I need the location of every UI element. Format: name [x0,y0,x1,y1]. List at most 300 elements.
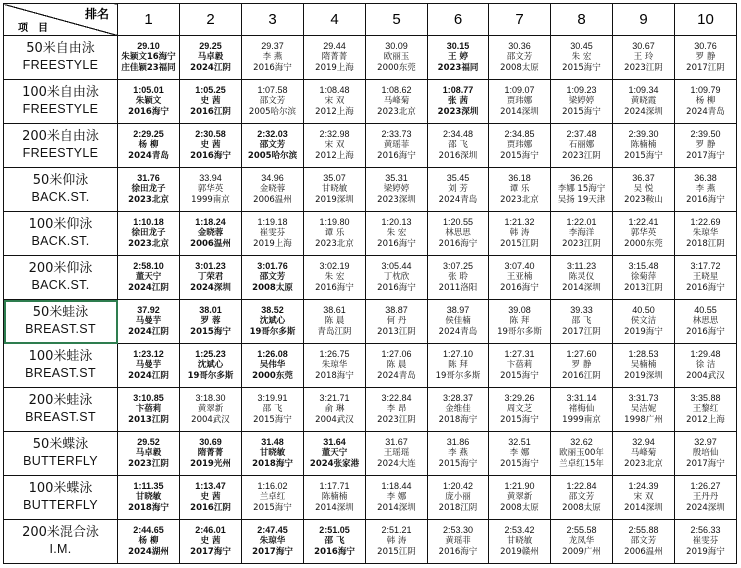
record-cell[interactable] [428,520,489,564]
record-year-venue: 2024江阴 [128,371,169,381]
record-cell[interactable] [489,520,551,564]
record-year-venue: 2017海宁 [686,459,725,469]
record-cell[interactable] [242,520,304,564]
record-year-venue: 2013江阴 [377,327,416,337]
record-cell[interactable] [366,212,428,256]
record-year-venue: 2017江阴 [562,327,601,337]
record-swimmer: 王亚楠 [506,272,533,282]
event-name-cell[interactable] [4,168,118,212]
record-cell[interactable] [675,476,737,520]
record-time: 2:53.30 [442,525,474,535]
record-time: 33.94 [199,173,222,183]
record-cell[interactable] [242,300,304,344]
record-cell[interactable] [118,388,180,432]
record-swimmer: 张 茜 [448,96,468,106]
event-name-zh: 200米混合泳 [22,525,99,540]
record-cell[interactable] [551,36,613,80]
record-swimmer: 陈 晨 [324,316,345,326]
record-swimmer: 李 娜 [386,492,407,502]
record-cell[interactable] [242,388,304,432]
record-year-venue: 2017海宁 [686,151,725,161]
record-swimmer: 陈楠楠 [321,492,348,502]
record-time: 2:51.21 [381,525,412,535]
record-time: 3:11.23 [566,261,597,271]
event-name-cell[interactable] [4,520,118,564]
record-cell[interactable] [366,476,428,520]
record-cell[interactable] [675,124,737,168]
record-year-venue: 2015海宁 [253,503,292,513]
record-time: 31.86 [446,437,470,447]
record-year-venue: 2023北京 [500,195,539,205]
record-cell[interactable] [242,344,304,388]
event-name-cell[interactable] [4,476,118,520]
record-time: 1:20.13 [381,217,412,227]
event-name-en: FREESTYLE [22,58,99,72]
record-time: 3:17.72 [690,261,721,271]
record-time: 2:39.30 [628,129,659,139]
record-cell[interactable] [242,476,304,520]
record-cell[interactable] [551,520,613,564]
record-swimmer: 沈斌心 [259,316,286,326]
record-year-venue: 2023江阴 [562,151,601,161]
record-cell[interactable] [613,476,675,520]
record-cell[interactable] [118,432,180,476]
record-cell[interactable] [304,124,366,168]
record-cell[interactable] [366,300,428,344]
record-year-venue: 2024深圳 [624,107,663,117]
record-cell[interactable] [366,124,428,168]
record-year-venue: 2014深圳 [500,107,539,117]
header-row [4,4,737,36]
record-cell[interactable] [551,476,613,520]
record-time: 1:22.41 [628,217,659,227]
record-year-venue: 2023福同 [437,63,479,73]
record-swimmer: 宋 双 [633,492,654,502]
record-swimmer: 董天宁 [135,272,162,282]
record-swimmer: 褚梅仙 [568,404,595,414]
record-cell[interactable] [180,432,242,476]
record-swimmer: 侯佳楠 [445,316,471,326]
record-year-venue: 2019光州 [190,459,231,469]
record-year-venue: 2023北京 [624,459,663,469]
record-time: 2:39.50 [690,129,721,139]
record-cell[interactable] [489,168,551,212]
record-cell[interactable] [304,212,366,256]
record-cell[interactable] [613,124,675,168]
record-cell[interactable] [675,388,737,432]
record-cell[interactable] [366,388,428,432]
record-time: 2:51.05 [319,525,350,535]
record-cell[interactable] [304,300,366,344]
record-time: 2:34.48 [442,129,474,139]
record-swimmer: 陈楠楠 [630,140,657,150]
record-swimmer: 陈 晨 [386,360,407,370]
record-cell[interactable] [180,476,242,520]
record-time: 1:05.01 [133,85,164,95]
record-cell[interactable] [489,124,551,168]
record-cell[interactable] [613,432,675,476]
record-cell[interactable] [613,212,675,256]
record-swimmer: 梁婷婷 [383,184,410,194]
record-cell[interactable] [304,520,366,564]
record-cell[interactable] [489,388,551,432]
record-swimmer: 郭华英 [197,184,224,194]
record-year-venue: 庄佳颖23福同 [121,63,176,73]
record-cell[interactable] [489,432,551,476]
record-swimmer: 邵 飞 [324,536,345,546]
record-year-venue: 2019上海 [253,239,292,249]
record-cell[interactable] [428,124,489,168]
record-cell[interactable] [180,388,242,432]
record-year-venue: 青岛江阴 [317,327,352,337]
record-cell[interactable] [675,256,737,300]
record-cell[interactable] [551,300,613,344]
record-year-venue: 1999南京 [191,195,230,205]
record-cell[interactable] [304,168,366,212]
record-cell[interactable] [118,520,180,564]
event-name-zh: 100米仰泳 [28,217,93,232]
record-year-venue: 2004武汉 [686,371,725,381]
record-swimmer: 罗 静 [571,360,592,370]
record-cell[interactable] [366,520,428,564]
record-cell[interactable] [489,476,551,520]
record-swimmer: 黄瑶菲 [383,140,410,150]
record-cell[interactable] [242,168,304,212]
record-swimmer: 邵文芳 [259,140,286,150]
record-time: 1:09.07 [504,85,535,95]
record-swimmer: 韩 涛 [509,228,530,238]
record-year-venue: 2024青岛 [686,107,725,117]
record-cell[interactable] [613,80,675,124]
record-cell[interactable] [118,124,180,168]
record-year-venue: 2015海宁 [562,63,601,73]
record-time: 1:18.44 [381,481,412,491]
record-cell[interactable] [428,212,489,256]
record-cell[interactable] [304,36,366,80]
record-cell[interactable] [613,300,675,344]
record-time: 39.33 [570,305,593,315]
record-year-venue: 2008太原 [500,63,539,73]
record-time: 3:02.19 [319,261,350,271]
record-swimmer: 罗 蓉 [200,316,221,326]
record-cell[interactable] [180,80,242,124]
record-time: 1:26.08 [257,349,288,359]
record-time: 3:01.23 [195,261,226,271]
record-cell[interactable] [180,256,242,300]
record-cell[interactable] [675,432,737,476]
record-year-venue: 2018海宁 [252,459,293,469]
record-year-venue: 2016海宁 [438,239,478,249]
record-year-venue: 19哥尔多斯 [187,371,234,381]
record-time: 30.09 [385,41,408,51]
record-cell[interactable] [675,36,737,80]
record-cell[interactable] [366,432,428,476]
record-cell[interactable] [118,344,180,388]
record-year-venue: 2009广州 [562,547,601,557]
record-swimmer: 甘晓敏 [135,492,162,502]
record-cell[interactable] [366,36,428,80]
record-cell[interactable] [675,300,737,344]
record-time: 3:18.30 [195,393,226,403]
record-cell[interactable] [551,256,613,300]
record-cell[interactable] [613,520,675,564]
record-swimmer: 欧丽玉 [383,52,410,62]
record-swimmer: 马卓毅 [197,52,224,62]
record-year-venue: 2019深圳 [315,195,354,205]
record-swimmer: 卞蓓莉 [506,360,533,370]
record-year-venue: 2018江阴 [686,239,725,249]
record-time: 3:31.73 [628,393,659,403]
record-year-venue: 2016海宁 [438,547,478,557]
record-cell[interactable] [613,36,675,80]
record-time: 1:09.34 [628,85,659,95]
event-name-cell[interactable] [4,432,118,476]
record-cell[interactable] [613,168,675,212]
rank-header-1: 1 [118,4,180,36]
record-year-venue: 2016海宁 [686,283,725,293]
event-name-cell[interactable] [4,124,118,168]
record-time: 38.01 [199,305,222,315]
record-cell[interactable] [242,212,304,256]
record-swimmer: 王瑶瑶 [383,448,410,458]
record-time: 1:20.55 [442,217,474,227]
record-cell[interactable] [613,388,675,432]
record-swimmer: 李 燕 [695,184,716,194]
record-swimmer: 龙凤华 [568,536,595,546]
record-cell[interactable] [613,344,675,388]
event-name-cell[interactable] [4,256,118,300]
record-cell[interactable] [180,36,242,80]
event-name-cell[interactable] [4,212,118,256]
record-cell[interactable] [428,388,489,432]
record-cell[interactable] [428,344,489,388]
event-row [4,168,737,212]
record-swimmer: 马卓毅 [135,448,162,458]
record-cell[interactable] [304,80,366,124]
record-time: 1:22.01 [566,217,597,227]
record-cell[interactable] [428,256,489,300]
record-year-venue: 2023江阴 [624,63,663,73]
record-swimmer: 金晓蓉 [197,228,224,238]
rank-header-3: 3 [242,4,304,36]
record-time: 35.45 [446,173,470,183]
record-cell[interactable] [180,344,242,388]
record-time: 2:55.88 [628,525,659,535]
record-time: 1:05.25 [195,85,226,95]
record-time: 1:08.62 [381,85,412,95]
record-cell[interactable] [180,168,242,212]
event-name-cell[interactable] [4,388,118,432]
rank-header-6: 6 [428,4,489,36]
record-year-venue: 2018海宁 [315,371,354,381]
event-name-cell[interactable] [4,344,118,388]
record-swimmer: 甘晓敏 [259,448,286,458]
event-name-zh: 50米仰泳 [32,173,89,188]
event-name-cell[interactable] [4,36,118,80]
record-year-venue: 2008太原 [562,503,601,513]
record-year-venue: 2014深圳 [624,503,663,513]
record-swimmer: 侯文洁 [630,316,657,326]
event-name-zh: 200米自由泳 [22,129,99,144]
record-year-venue: 2014深圳 [562,283,601,293]
record-cell[interactable] [118,168,180,212]
record-cell[interactable] [551,124,613,168]
record-year-venue: 2015海宁 [562,107,601,117]
record-year-venue: 2015海宁 [500,415,539,425]
record-cell[interactable] [428,300,489,344]
record-cell[interactable] [118,80,180,124]
record-cell[interactable] [366,256,428,300]
record-swimmer: 邵文芳 [630,536,657,546]
record-swimmer: 黄瑶菲 [445,536,471,546]
record-year-venue: 2013江阴 [128,415,169,425]
record-cell[interactable] [180,124,242,168]
record-swimmer: 谭 乐 [324,228,345,238]
event-row [4,476,737,520]
record-time: 32.94 [632,437,655,447]
record-cell[interactable] [366,80,428,124]
record-swimmer: 隋菁菁 [197,448,224,458]
record-cell[interactable] [428,168,489,212]
record-swimmer: 李 燕 [262,52,283,62]
record-time: 1:21.32 [504,217,535,227]
record-cell[interactable] [551,80,613,124]
record-cell[interactable] [489,256,551,300]
event-name-zh: 50米蛙泳 [32,305,89,320]
event-row [4,300,737,344]
record-cell[interactable] [242,36,304,80]
record-cell[interactable] [428,476,489,520]
record-time: 1:27.10 [442,349,474,359]
record-year-venue: 19哥尔多斯 [435,371,481,381]
record-cell[interactable] [118,256,180,300]
event-name-zh: 100米自由泳 [22,85,99,100]
event-row [4,520,737,564]
record-time: 2:47.45 [257,525,288,535]
record-swimmer: 杨 柳 [138,536,159,546]
record-cell[interactable] [551,212,613,256]
event-name-en: BREAST.ST [25,366,96,380]
record-year-venue: 2015海宁 [500,459,539,469]
record-cell[interactable] [242,256,304,300]
event-name-zh: 200米仰泳 [28,261,93,276]
record-cell[interactable] [118,300,180,344]
record-cell[interactable] [304,256,366,300]
record-swimmer: 陈 拜 [509,316,530,326]
record-cell[interactable] [366,168,428,212]
record-time: 2:33.73 [381,129,412,139]
record-year-venue: 2005哈尔滨 [248,107,297,117]
record-year-venue: 2015海宁 [500,151,539,161]
record-cell[interactable] [551,388,613,432]
record-time: 32.51 [508,437,531,447]
record-time: 3:22.84 [381,393,412,403]
record-cell[interactable] [428,432,489,476]
event-name-cell[interactable] [4,300,118,344]
record-swimmer: 王 婷 [448,52,468,62]
record-year-venue: 2024青岛 [438,327,478,337]
record-cell[interactable] [304,344,366,388]
event-name-zh: 100米蛙泳 [28,349,93,364]
record-cell[interactable] [180,212,242,256]
record-time: 37.92 [137,305,160,315]
record-cell[interactable] [242,432,304,476]
record-cell[interactable] [180,300,242,344]
record-cell[interactable] [551,344,613,388]
record-cell[interactable] [489,300,551,344]
record-cell[interactable] [489,344,551,388]
record-swimmer: 徐田龙子 [131,184,166,194]
record-cell[interactable] [675,80,737,124]
record-cell[interactable] [242,80,304,124]
record-year-venue: 2018海宁 [438,415,478,425]
record-swimmer: 朱 宏 [386,228,407,238]
record-cell[interactable] [366,344,428,388]
record-year-venue: 2019海宁 [624,327,663,337]
record-cell[interactable] [551,432,613,476]
record-time: 1:22.69 [690,217,721,227]
record-time: 36.26 [570,173,593,183]
record-cell[interactable] [551,168,613,212]
record-year-venue: 2015江阴 [377,547,416,557]
event-name-en: BUTTERFLY [23,498,98,512]
record-swimmer: 宋 双 [324,96,345,106]
record-cell[interactable] [118,476,180,520]
record-swimmer: 贾玮娜 [506,96,533,106]
record-cell[interactable] [428,36,489,80]
record-cell[interactable] [180,520,242,564]
record-cell[interactable] [304,476,366,520]
record-cell[interactable] [118,36,180,80]
record-swimmer: 王丹丹 [692,492,719,502]
record-cell[interactable] [489,212,551,256]
record-cell[interactable] [304,432,366,476]
record-swimmer: 朱颖文 [135,96,162,106]
record-cell[interactable] [675,212,737,256]
record-time: 1:11.35 [133,481,164,491]
record-time: 1:20.42 [442,481,474,491]
record-cell[interactable] [613,256,675,300]
record-swimmer: 何 丹 [386,316,407,326]
record-swimmer: 周文芝 [506,404,533,414]
record-cell[interactable] [118,212,180,256]
record-swimmer: 李海洋 [568,228,595,238]
corner-cell [4,4,118,36]
record-swimmer: 崔雯芬 [259,228,286,238]
record-time: 1:22.84 [566,481,597,491]
event-name-cell[interactable] [4,80,118,124]
event-row [4,256,737,300]
record-cell[interactable] [675,344,737,388]
record-cell[interactable] [242,124,304,168]
record-year-venue: 2023北京 [315,239,354,249]
record-time: 3:28.37 [442,393,474,403]
record-cell[interactable] [489,80,551,124]
record-year-venue: 2015海宁 [438,459,478,469]
record-year-venue: 2016江阴 [190,503,231,513]
record-cell[interactable] [428,80,489,124]
record-swimmer: 邵文芳 [568,492,595,502]
record-swimmer: 庞小丽 [445,492,471,502]
record-time: 1:08.77 [442,85,474,95]
rank-header-4: 4 [304,4,366,36]
record-cell[interactable] [675,168,737,212]
record-cell[interactable] [304,388,366,432]
record-swimmer: 梁婷婷 [568,96,595,106]
record-swimmer: 黄翠新 [197,404,224,414]
record-cell[interactable] [675,520,737,564]
record-cell[interactable] [489,36,551,80]
